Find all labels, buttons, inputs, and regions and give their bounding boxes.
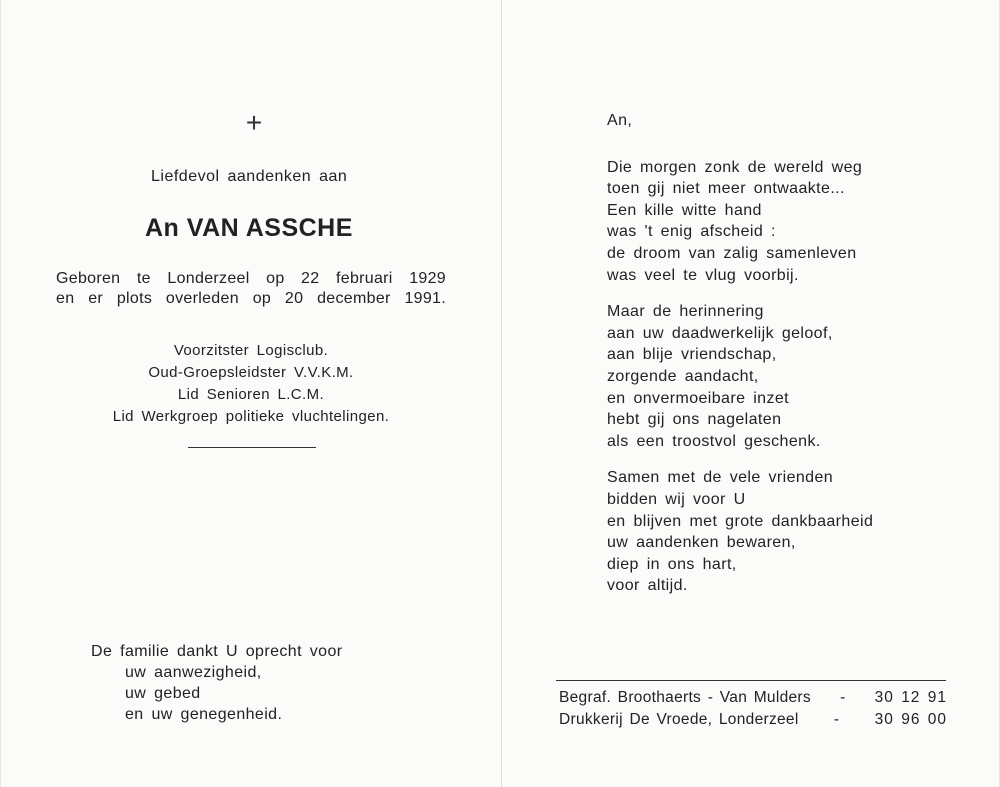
poem-line: en blijven met grote dankbaarheid [607,512,874,530]
poem-line: hebt gij ons nagelaten [607,411,782,429]
role-item: Oud-Groepsleidster V.V.K.M. [148,364,354,381]
credit-printer [559,711,947,729]
poem-line: aan blije vriendschap, [607,346,777,364]
poem-line: bidden wij voor U [607,490,746,508]
poem-line: Maar de herinnering [607,303,764,321]
poem-line: Samen met de vele vrienden [607,469,834,487]
poem-line: voor altijd. [607,577,688,595]
poem-line: uw aandenken bewaren, [607,534,796,552]
poem-stanza-2 [607,301,987,452]
credit-funeral-home [559,689,947,707]
poem-stanza-3 [607,467,987,597]
thanks-line: uw gebed [125,685,201,702]
roles-list [1,340,501,428]
poem-line: was veel te vlug voorbij. [607,266,799,284]
poem [607,110,987,612]
poem-line: en onvermoeibare inzet [607,389,790,407]
birth-line: Geboren te Londerzeel op 22 februari 1929 [56,270,446,287]
poem-line: Die morgen zonk de wereld weg [607,158,863,176]
credit-name: Begraf. Broothaerts - Van Mulders [559,689,811,706]
death-line: en er plots overleden op 20 december 1991. [56,290,446,307]
intro-text: Liefdevol aandenken aan [151,168,348,185]
thanks-line: uw aanwezigheid, [125,664,262,681]
credit-name: Drukkerij De Vroede, Londerzeel [559,711,799,728]
right-panel [501,0,1000,787]
left-panel [1,0,501,787]
credit-phone: 30 12 91 [874,689,947,706]
credit-phone: 30 96 00 [874,711,947,728]
poem-line: was 't enig afscheid : [607,223,776,241]
thanks-block [91,641,343,725]
thanks-line: De familie dankt U oprecht voor [91,643,343,660]
poem-line: Een kille witte hand [607,201,762,219]
role-item: Lid Senioren L.C.M. [177,386,325,403]
role-item: Voorzitster Logisclub. [173,342,329,359]
deceased-name: An VAN ASSCHE [145,214,353,242]
role-item: Lid Werkgroep politieke vluchtelingen. [112,408,390,425]
poem-line: als een troostvol geschenk. [607,432,821,450]
credit-dash: - [833,711,840,728]
credits-divider [556,680,946,681]
poem-line: de droom van zalig samenleven [607,244,857,262]
cross-symbol: + [245,107,263,138]
poem-line: zorgende aandacht, [607,367,759,385]
poem-line: aan uw daadwerkelijk geloof, [607,324,833,342]
poem-line: diep in ons hart, [607,555,737,573]
credit-dash: - [840,689,846,706]
poem-stanza-1 [607,157,987,287]
poem-line: toen gij niet meer ontwaakte... [607,180,845,198]
divider-line [188,447,316,448]
poem-greeting: An, [607,112,633,129]
thanks-line: en uw genegenheid. [125,706,283,723]
